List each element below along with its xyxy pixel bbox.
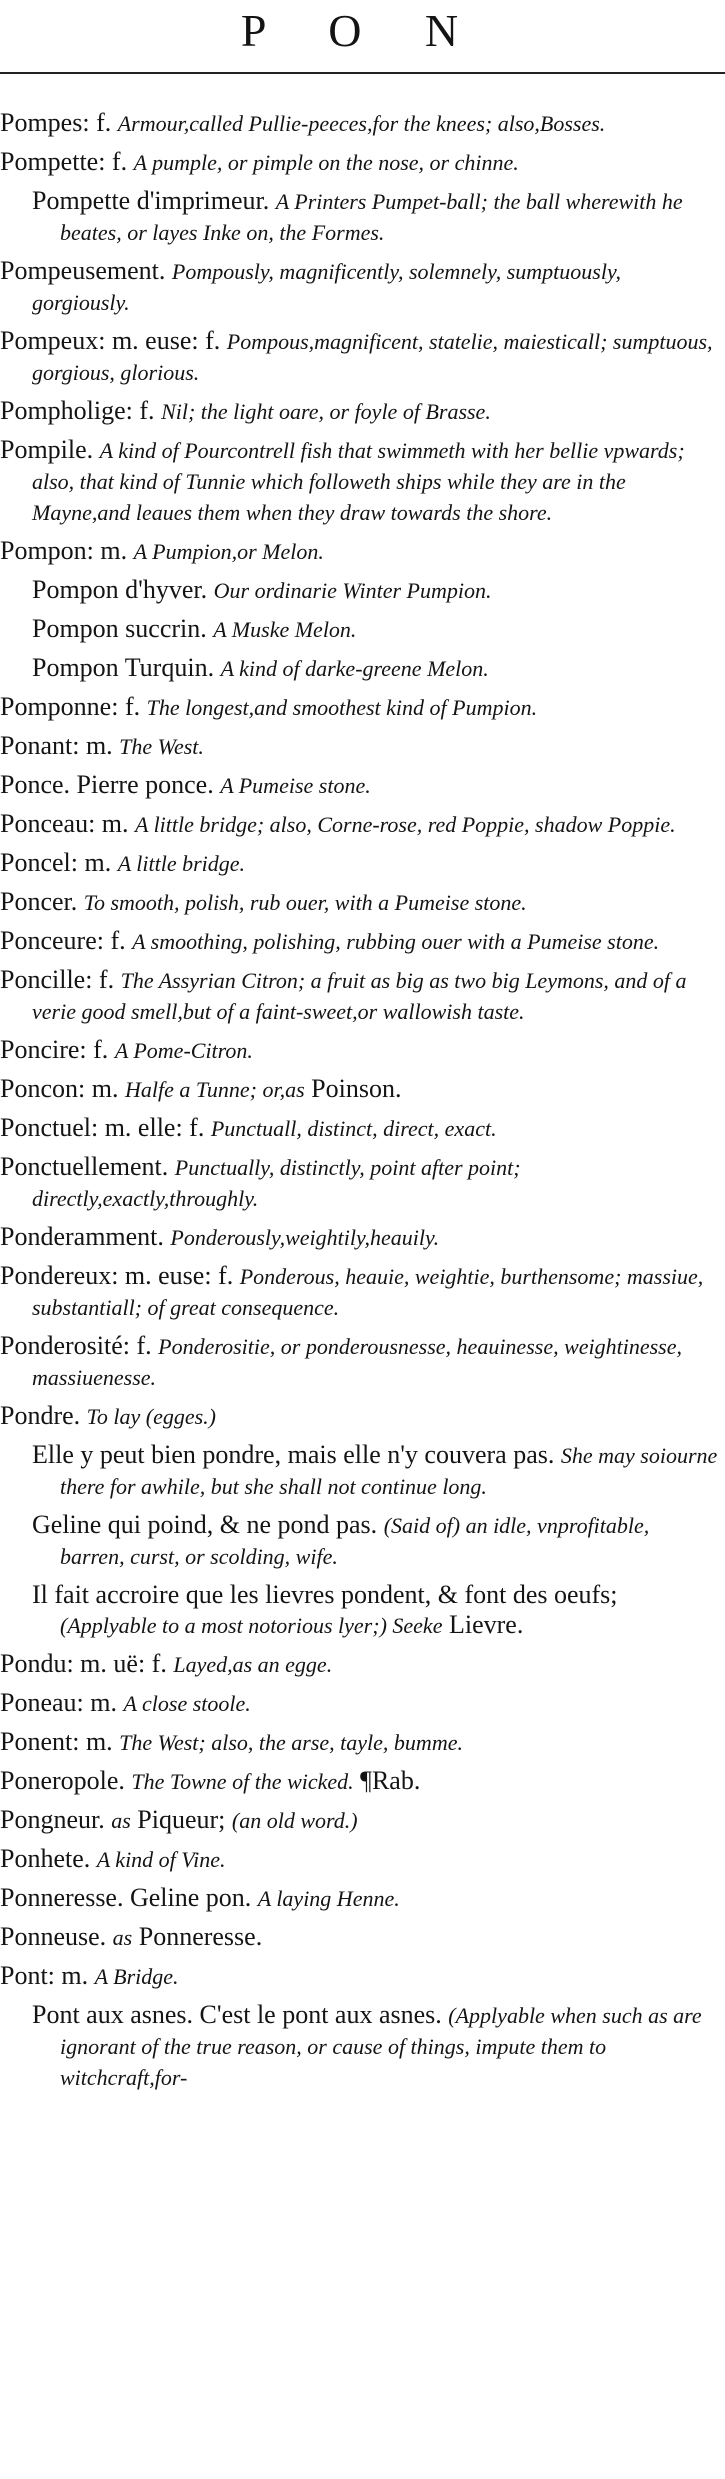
entry-headword: Pompeux: m. euse: f.: [0, 326, 221, 355]
entry-headword: Poncire: f.: [0, 1035, 109, 1064]
dictionary-entry: [0, 2000, 725, 2093]
dictionary-entry: [0, 575, 725, 606]
entry-translation: A Muske Melon.: [213, 617, 357, 642]
entry-translation: A little bridge; also, Corne-rose, red Poppie, shadow Poppie.: [135, 812, 676, 837]
dictionary-entry: [0, 965, 725, 1027]
entry-translation: To lay (egges.): [86, 1404, 217, 1429]
entry-cross-reference: Lievre.: [448, 1610, 524, 1639]
dictionary-entry: [0, 1688, 725, 1719]
entry-headword: Ponderosité: f.: [0, 1331, 152, 1360]
dictionary-entry: [0, 1261, 725, 1323]
entry-headword: Ponneuse.: [0, 1922, 107, 1951]
header-rule: [0, 72, 725, 74]
entry-headword: Ponctuellement.: [0, 1152, 169, 1181]
entry-headword: Ponent: m.: [0, 1727, 113, 1756]
dictionary-entry: [0, 809, 725, 840]
entry-headword: Pompon Turquin.: [32, 653, 215, 682]
dictionary-entry: [0, 1922, 725, 1953]
dictionary-entry: [0, 731, 725, 762]
entry-headword: Pompes: f.: [0, 108, 112, 137]
entry-headword: Ponhete.: [0, 1844, 91, 1873]
entry-translation: Nil; the light oare, or foyle of Brasse.: [161, 399, 491, 424]
entry-translation: The Assyrian Citron; a fruit as big as two big Leymons, and of a verie good smell,but of a faint-sweet,or wallowish taste.: [32, 968, 687, 1024]
dictionary-entry: [0, 614, 725, 645]
dictionary-entry: [0, 326, 725, 388]
entry-translation: as: [112, 1925, 133, 1950]
dictionary-entry: [0, 692, 725, 723]
entry-translation: A Pumeise stone.: [220, 773, 371, 798]
entry-headword: Poneau: m.: [0, 1688, 117, 1717]
entry-headword: Pompette d'imprimeur.: [32, 186, 270, 215]
entry-translation: A kind of Vine.: [96, 1847, 226, 1872]
dictionary-entry: [0, 1649, 725, 1680]
entry-headword: Ponant: m.: [0, 731, 113, 760]
entry-headword: Pompholige: f.: [0, 396, 155, 425]
dictionary-entry: [0, 1727, 725, 1758]
entry-headword: Ponctuel: m. elle: f.: [0, 1113, 205, 1142]
dictionary-entry: [0, 1961, 725, 1992]
entry-headword: Elle y peut bien pondre, mais elle n'y couvera pas.: [32, 1440, 555, 1469]
dictionary-entry: [0, 1844, 725, 1875]
entry-headword: Poneropole.: [0, 1766, 125, 1795]
dictionary-entry: [0, 1883, 725, 1914]
entry-translation: To smooth, polish, rub ouer, with a Pumeise stone.: [83, 890, 527, 915]
dictionary-entry: [0, 108, 725, 139]
entry-note: (an old word.): [231, 1808, 358, 1833]
entry-translation: Armour,called Pullie-peeces,for the knees; also,Bosses.: [117, 111, 606, 136]
entry-translation: A pumple, or pimple on the nose, or chinne.: [133, 150, 519, 175]
dictionary-entry: [0, 926, 725, 957]
entry-headword: Pomponne: f.: [0, 692, 141, 721]
entry-headword: Ponceure: f.: [0, 926, 126, 955]
entry-headword: Pongneur.: [0, 1805, 105, 1834]
entry-translation: A laying Henne.: [257, 1886, 400, 1911]
entry-translation: A Printers Pumpet-ball; the ball wherewith he beates, or layes Inke on, the Formes.: [60, 189, 683, 245]
entry-headword: Ponce. Pierre ponce.: [0, 770, 214, 799]
dictionary-entry: [0, 1222, 725, 1253]
dictionary-entry: [0, 435, 725, 528]
entry-headword: Pompile.: [0, 435, 94, 464]
entry-translation: The Towne of the wicked.: [131, 1769, 354, 1794]
entry-headword: Pondre.: [0, 1401, 81, 1430]
dictionary-entry: [0, 147, 725, 178]
entry-list: [0, 108, 725, 2101]
entry-translation: The longest,and smoothest kind of Pumpion.: [146, 695, 538, 720]
entry-translation: Ponderositie, or ponderousnesse, heauinesse, weightinesse, massiuenesse.: [32, 1334, 683, 1390]
entry-translation: A kind of Pourcontrell fish that swimmeth with her bellie vpwards; also, that kind of Tunnie which followeth ships while they are in the Mayne,and leaues them when they draw towards the shore.: [32, 438, 685, 525]
entry-translation: A Pome-Citron.: [114, 1038, 253, 1063]
entry-cross-reference: Piqueur;: [137, 1805, 226, 1834]
entry-translation: Halfe a Tunne; or,as: [124, 1077, 305, 1102]
entry-headword: Il fait accroire que les lievres pondent, & font des oeufs;: [32, 1580, 618, 1609]
entry-headword: Poncer.: [0, 887, 78, 916]
entry-headword: Poncel: m.: [0, 848, 112, 877]
entry-translation: A little bridge.: [117, 851, 246, 876]
entry-translation: Punctually, distinctly, point after point; directly,exactly,throughly.: [32, 1155, 521, 1211]
entry-translation: The West; also, the arse, tayle, bumme.: [119, 1730, 463, 1755]
entry-translation: (Applyable to a most notorious lyer;) Seeke: [60, 1613, 443, 1638]
dictionary-entry: [0, 1510, 725, 1572]
entry-headword: Ponneresse. Geline pon.: [0, 1883, 252, 1912]
dictionary-entry: [0, 770, 725, 801]
entry-translation: Pompously, magnificently, solemnely, sumptuously, gorgiously.: [32, 259, 621, 315]
entry-headword: Pompette: f.: [0, 147, 128, 176]
entry-translation: A close stoole.: [123, 1691, 251, 1716]
dictionary-entry: [0, 848, 725, 879]
entry-translation: A Bridge.: [94, 1964, 179, 1989]
entry-translation: as: [111, 1808, 131, 1833]
entry-headword: Pompon: m.: [0, 536, 128, 565]
dictionary-entry: [0, 1766, 725, 1797]
dictionary-entry: [0, 1035, 725, 1066]
entry-cross-reference: Ponneresse.: [138, 1922, 263, 1951]
entry-translation: (Said of) an idle, vnprofitable, barren, curst, or scolding, wife.: [60, 1513, 650, 1569]
entry-cross-reference: Poinson.: [311, 1074, 402, 1103]
entry-translation: Layed,as an egge.: [173, 1652, 333, 1677]
dictionary-entry: [0, 1113, 725, 1144]
dictionary-entry: [0, 887, 725, 918]
entry-translation: The West.: [119, 734, 204, 759]
entry-translation: A kind of darke-greene Melon.: [220, 656, 489, 681]
entry-headword: Poncille: f.: [0, 965, 115, 994]
entry-translation: Our ordinarie Winter Pumpion.: [213, 578, 492, 603]
dictionary-entry: [0, 1331, 725, 1393]
dictionary-entry: [0, 653, 725, 684]
entry-headword: Pompon d'hyver.: [32, 575, 208, 604]
entry-translation: A Pumpion,or Melon.: [133, 539, 324, 564]
entry-headword: Pondereux: m. euse: f.: [0, 1261, 234, 1290]
entry-headword: Pondu: m. uë: f.: [0, 1649, 167, 1678]
entry-headword: Poncon: m.: [0, 1074, 119, 1103]
entry-translation: Ponderously,weightily,heauily.: [170, 1225, 440, 1250]
dictionary-entry: [0, 1152, 725, 1214]
dictionary-entry: [0, 1580, 725, 1641]
entry-headword: Pompon succrin.: [32, 614, 207, 643]
entry-translation: Punctuall, distinct, direct, exact.: [210, 1116, 497, 1141]
dictionary-entry: [0, 1805, 725, 1836]
dictionary-entry: [0, 1401, 725, 1432]
entry-translation: (Applyable when such as are ignorant of the true reason, or cause of things, impute them to witchcraft,for-: [60, 2003, 702, 2090]
entry-headword: Pont: m.: [0, 1961, 89, 1990]
dictionary-entry: [0, 256, 725, 318]
dictionary-entry: [0, 396, 725, 427]
dictionary-entry: [0, 1440, 725, 1502]
entry-cross-reference: ¶Rab.: [360, 1766, 421, 1795]
entry-headword: Geline qui poind, & ne pond pas.: [32, 1510, 378, 1539]
dictionary-entry: [0, 536, 725, 567]
entry-translation: She may soiourne there for awhile, but she shall not continue long.: [60, 1443, 718, 1499]
entry-headword: Ponceau: m.: [0, 809, 129, 838]
entry-translation: A smoothing, polishing, rubbing ouer with a Pumeise stone.: [132, 929, 660, 954]
page-header: P O N: [240, 5, 485, 56]
entry-headword: Ponderamment.: [0, 1222, 164, 1251]
dictionary-entry: [0, 186, 725, 248]
entry-headword: Pont aux asnes. C'est le pont aux asnes.: [32, 2000, 442, 2029]
entry-translation: Pompous,magnificent, statelie, maiesticall; sumptuous, gorgious, glorious.: [32, 329, 713, 385]
entry-translation: Ponderous, heauie, weightie, burthensome; massiue, substantiall; of great consequence.: [32, 1264, 704, 1320]
dictionary-entry: [0, 1074, 725, 1105]
entry-headword: Pompeusement.: [0, 256, 166, 285]
